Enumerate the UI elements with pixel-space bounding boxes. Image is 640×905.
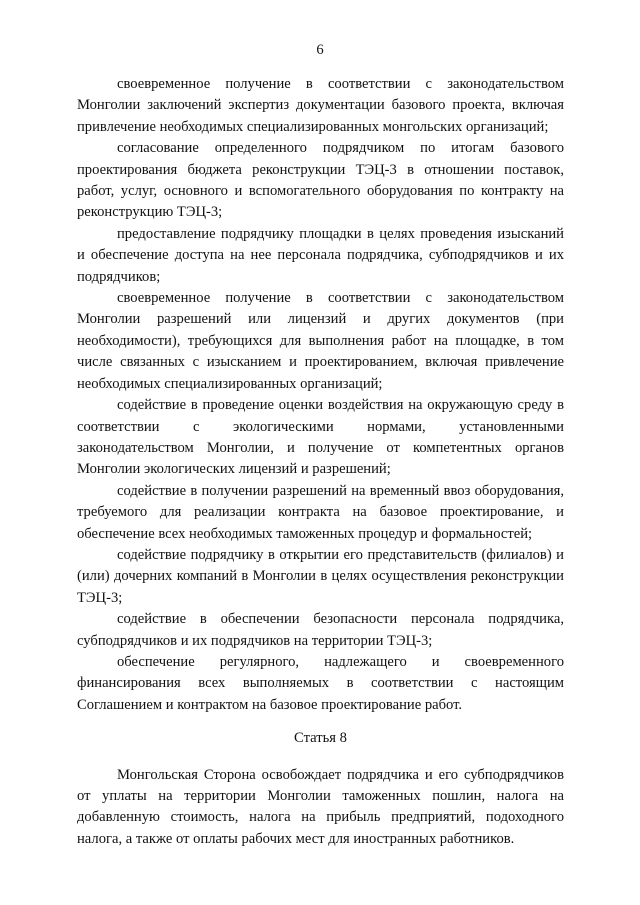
paragraph-representative-offices: содействие подрядчику в открытии его представительств (филиалов) и (или) дочерних компаний в Монголии в целях осуществления реконструкции ТЭЦ-3;	[77, 546, 564, 606]
page-number: 6	[316, 42, 324, 58]
document-body	[77, 74, 564, 850]
paragraph-tax-exemption: Монгольская Сторона освобождает подрядчика и его субподрядчиков от уплаты на территории Монголии таможенных пошлин, налога на добавленную стоимость, налога на прибыль предприятий, подоходного налога, а также от оплаты рабочих мест для иностранных работников.	[77, 766, 564, 847]
paragraph-site-provision: предоставление подрядчику площадки в целях проведения изысканий и обеспечение доступа на нее персонала подрядчика, субподрядчиков и их подрядчиков;	[77, 225, 564, 285]
paragraph-budget-approval: согласование определенного подрядчиком по итогам базового проектирования бюджета реконструкции ТЭЦ-3 в отношении поставок, работ, услуг, основного и вспомогательного оборудования по контракту на реконструкцию ТЭЦ-3;	[77, 140, 564, 221]
paragraph-environmental-assessment: содействие в проведение оценки воздействия на окружающую среду в соответствии с экологическими нормами, установленными законодательством Монголии, и получение от компетентных органов Монголии экологических лицензий и разрешений;	[77, 397, 564, 478]
article-heading: Статья 8	[294, 730, 347, 747]
paragraph-personnel-safety: содействие в обеспечении безопасности персонала подрядчика, субподрядчиков и их подрядчиков на территории ТЭЦ-3;	[77, 611, 564, 649]
paragraph-permits-licenses: своевременное получение в соответствии с законодательством Монголии разрешений или лицензий и других документов (при необходимости), требующихся для выполнения работ на площадке, в том числе связанных с изысканием и проектированием, включая привлечение необходимых специализированных организаций;	[77, 290, 564, 392]
paragraph-financing: обеспечение регулярного, надлежащего и своевременного финансирования всех выполняемых в соответствии с настоящим Соглашением и контрактом на базовое проектирование работ.	[77, 653, 564, 713]
paragraph-expert-review: своевременное получение в соответствии с законодательством Монголии заключений экспертиз документации базового проекта, включая привлечение необходимых специализированных монгольских организаций;	[77, 76, 564, 135]
paragraph-temporary-import: содействие в получении разрешений на временный ввоз оборудования, требуемого для реализации контракта на базовое проектирование, и обеспечение всех необходимых таможенных процедур и формальностей;	[77, 482, 564, 542]
